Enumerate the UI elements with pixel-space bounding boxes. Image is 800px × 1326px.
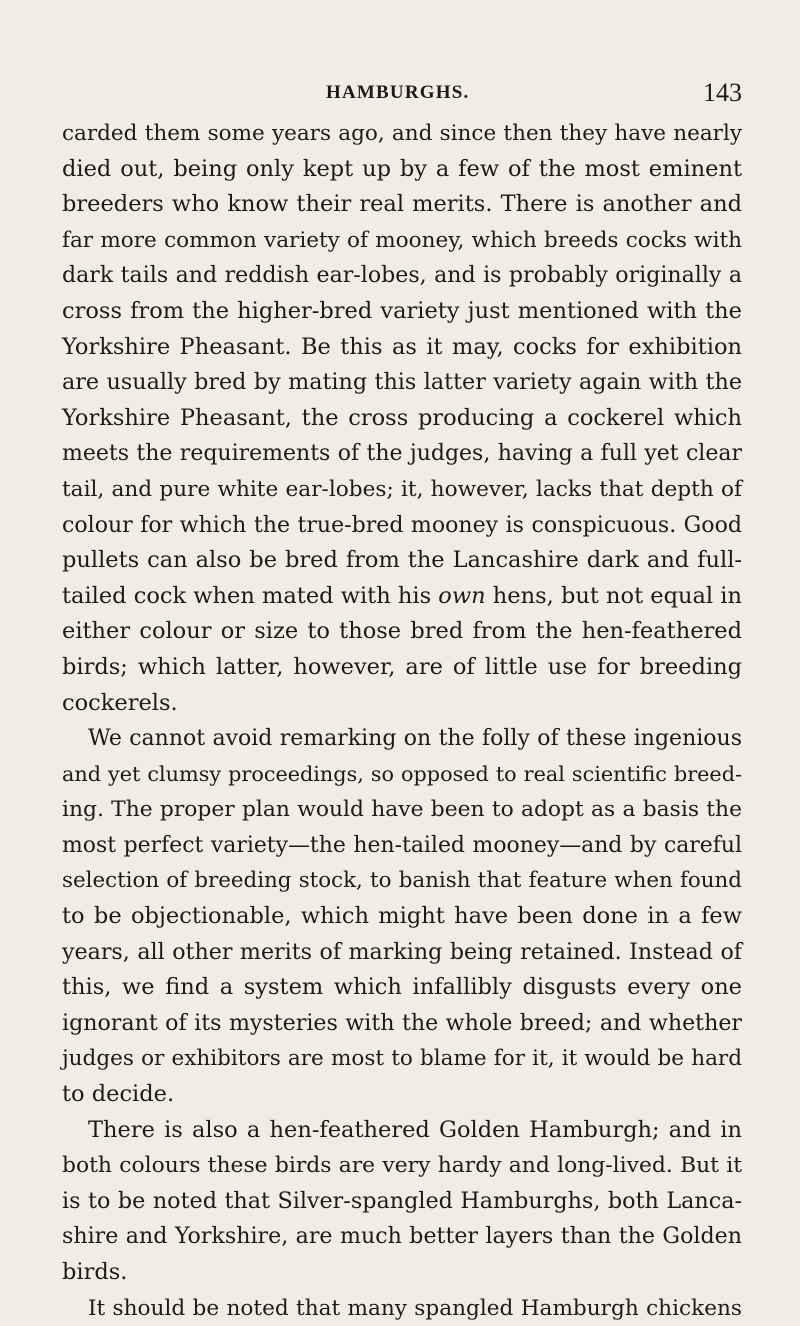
- text-line: meets the requirements of the judges, having a full yet clear: [62, 441, 742, 467]
- text-line: judges or exhibitors are most to blame for it, it would be hard: [62, 1046, 742, 1072]
- text-line: to be objectionable, which might have been done in a few: [62, 903, 742, 930]
- text-line: Yorkshire Pheasant. Be this as it may, cocks for exhibition: [62, 333, 742, 360]
- italic-emphasis: own: [438, 582, 486, 609]
- text-line: It should be noted that many spangled Hamburgh chickens: [88, 1295, 742, 1321]
- text-line: birds.: [62, 1259, 128, 1285]
- text-line: years, all other merits of marking being retained. Instead of: [62, 938, 742, 965]
- text-line: died out, being only kept up by a few of the most eminent: [62, 155, 742, 182]
- text-line: both colours these birds are very hardy and long-lived. But it: [62, 1153, 742, 1179]
- text-line: colour for which the true-bred mooney is conspicuous. Good: [62, 512, 742, 538]
- text-line: either colour or size to those bred from the hen-feathered: [62, 618, 742, 645]
- text-line: shire and Yorkshire, are much better layers than the Golden: [62, 1223, 742, 1250]
- text-line: and yet clumsy proceedings, so opposed to real scientific breed-: [62, 761, 742, 786]
- text-line: dark tails and reddish ear-lobes, and is probably originally a: [62, 262, 742, 289]
- text-line: There is also a hen-feathered Golden Hamburgh; and in: [88, 1116, 742, 1143]
- text-line: cross from the higher-bred variety just mentioned with the: [62, 297, 742, 324]
- text-line: this, we find a system which infallibly disgusts every one: [62, 974, 742, 1001]
- text-line: is to be noted that Silver-spangled Hamburghs, both Lanca-: [62, 1187, 742, 1214]
- text-line: tail, and pure white ear-lobes; it, however, lacks that depth of: [62, 476, 742, 502]
- text-line: breeders who know their real merits. There is another and: [62, 191, 742, 218]
- running-head: HAMBURGHS.: [326, 82, 470, 103]
- text-line: most perfect variety—the hen-tailed mooney—and by careful: [62, 832, 742, 858]
- text-run: hens, but not equal in: [485, 582, 742, 609]
- text-line: to decide.: [62, 1081, 175, 1108]
- text-run: tailed cock when mated with his: [62, 582, 439, 609]
- text-line: carded them some years ago, and since then they have nearly: [62, 121, 742, 146]
- text-line: We cannot avoid remarking on the folly of these ingenious: [88, 726, 742, 752]
- text-line: pullets can also be bred from the Lancashire dark and full-: [62, 547, 742, 574]
- text-line: [62, 579, 742, 615]
- text-line: far more common variety of mooney, which breeds cocks with: [62, 227, 742, 253]
- text-line: selection of breeding stock, to banish that feature when found: [62, 868, 742, 894]
- page-number: 143: [703, 78, 742, 107]
- text-line: cockerels.: [62, 689, 178, 716]
- text-line: ing. The proper plan would have been to adopt as a basis the: [62, 797, 742, 823]
- text-line: Yorkshire Pheasant, the cross producing a cockerel which: [62, 404, 742, 431]
- body-text: [62, 116, 742, 1326]
- text-line: birds; which latter, however, are of little use for breeding: [62, 653, 742, 680]
- text-line: are usually bred by mating this latter variety again with the: [62, 369, 742, 396]
- text-line: ignorant of its mysteries with the whole breed; and whether: [62, 1009, 742, 1036]
